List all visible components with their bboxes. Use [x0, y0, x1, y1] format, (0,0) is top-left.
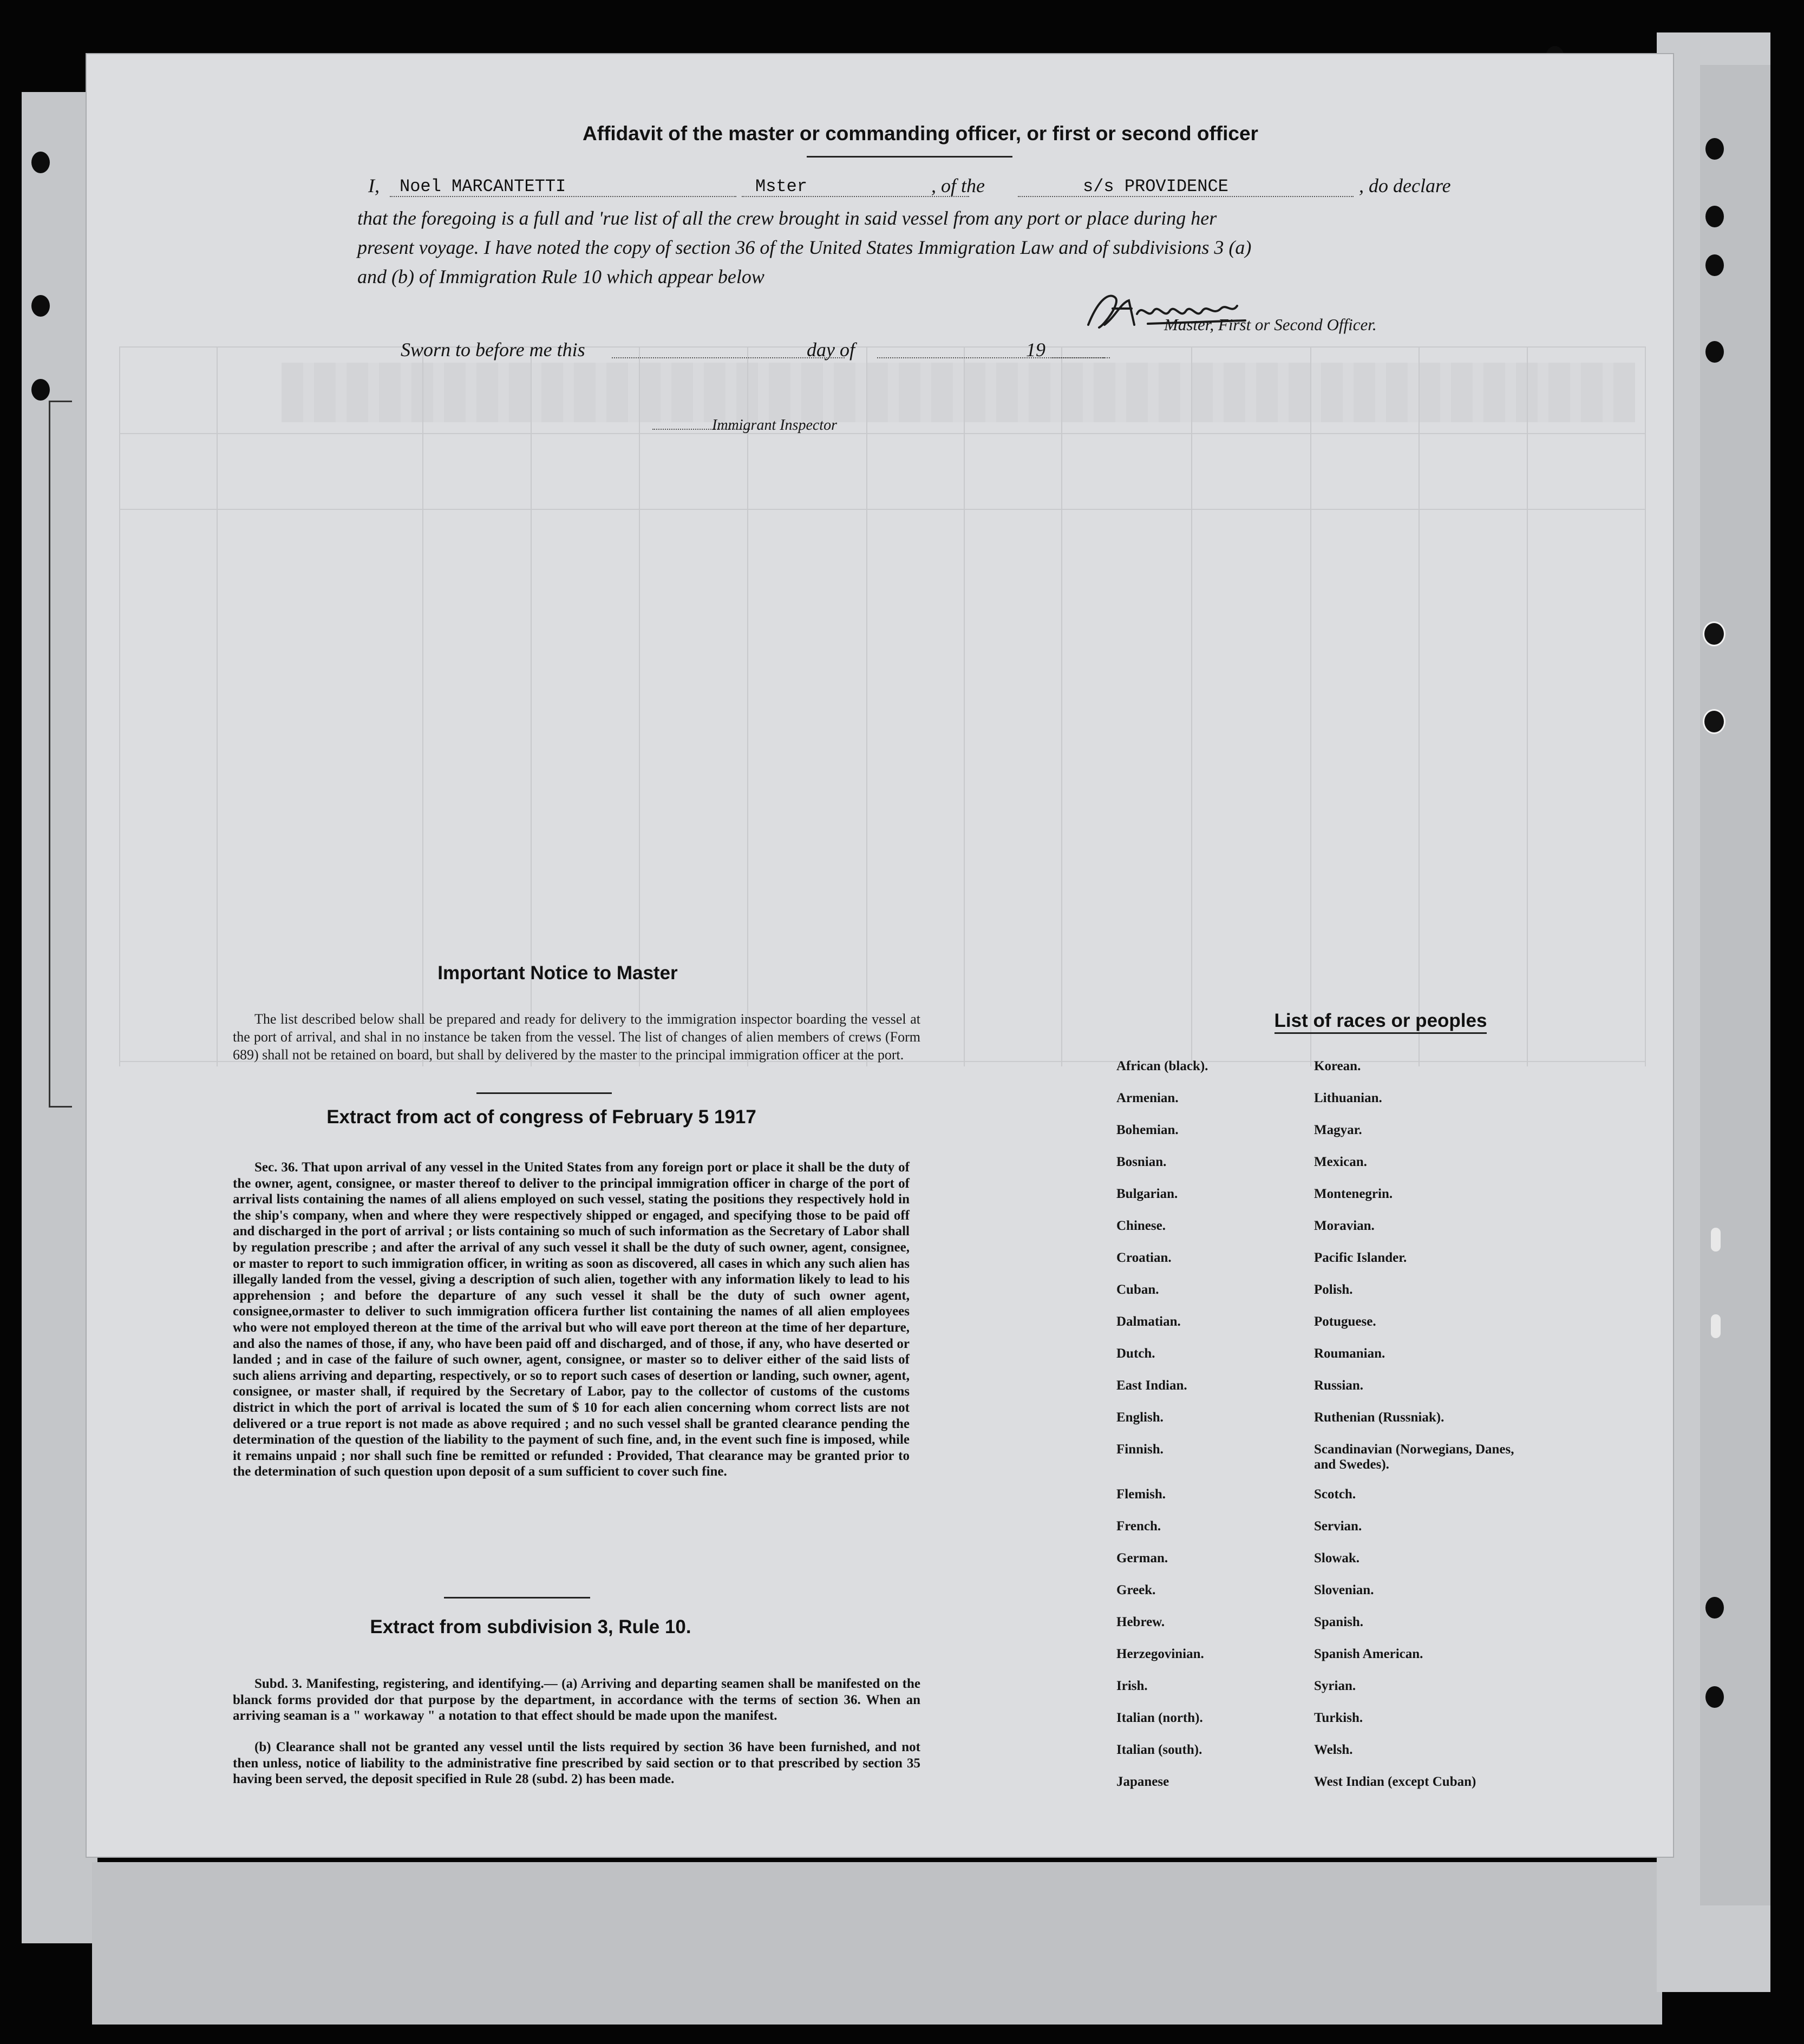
- col2-item: Magyar.: [1314, 1123, 1362, 1137]
- back-page-bottom: [92, 1862, 1662, 2025]
- inspector-caption: Immigrant Inspector: [712, 417, 837, 434]
- col2-item: Scandinavian (Norwegians, Danes, and Swedes).: [1314, 1442, 1514, 1472]
- act-title: Extract from act of congress of February 5 1917: [326, 1106, 756, 1128]
- col2-item: West Indian (except Cuban): [1314, 1774, 1476, 1789]
- col2-item: Slovenian.: [1314, 1583, 1374, 1597]
- master-name-field: Noel MARCANTETTI: [400, 176, 566, 196]
- col1-item: Flemish.: [1116, 1487, 1166, 1502]
- col1-item: Croatian.: [1116, 1250, 1172, 1265]
- binder-ring-icon: [1703, 621, 1725, 646]
- binder-hole-icon: [1705, 341, 1724, 363]
- col2-item: Montenegrin.: [1314, 1187, 1393, 1201]
- col1-item: Bohemian.: [1116, 1123, 1179, 1137]
- col1-item: Italian (north).: [1116, 1711, 1203, 1725]
- day-of-label: day of: [807, 339, 855, 361]
- col1-item: English.: [1116, 1410, 1164, 1425]
- col2-item: Moravian.: [1314, 1218, 1375, 1233]
- binder-hole-icon: [31, 152, 50, 173]
- rule-title: Extract from subdivision 3, Rule 10.: [370, 1616, 691, 1637]
- col2-item: Slowak.: [1314, 1551, 1360, 1565]
- rule-subd-b-text: (b) Clearance shall not be granted any vessel until the lists required by section 36 have been furnished, and not then unless, notice of liability to the administrative fine prescribed by said section or to that prescribed by section 35 having been served, the deposit specified in Rule 28 (subd. 2) has been made.: [233, 1740, 920, 1787]
- document-page: [87, 54, 1673, 1857]
- col1-item: Irish.: [1116, 1679, 1148, 1693]
- section-rule: [444, 1597, 590, 1598]
- col1-item: Dalmatian.: [1116, 1314, 1181, 1329]
- binder-hole-icon: [1705, 206, 1724, 227]
- col1-item: Bulgarian.: [1116, 1187, 1178, 1201]
- bleed-through-header: [282, 363, 1635, 422]
- col2-item: Turkish.: [1314, 1711, 1363, 1725]
- affidavit-line-2: that the foregoing is a full and 'rue list of all the crew brought in said vessel from any port or place during her: [357, 207, 1217, 229]
- left-margin-bracket: [49, 401, 72, 1108]
- col2-item: Syrian.: [1314, 1679, 1356, 1693]
- declare-label: , do declare: [1359, 175, 1451, 196]
- col1-item: Japanese: [1116, 1774, 1169, 1789]
- col2-item: Servian.: [1314, 1519, 1362, 1534]
- col1-item: Bosnian.: [1116, 1155, 1167, 1169]
- affidavit-i-label: I,: [368, 175, 380, 196]
- vessel-field: s/s PROVIDENCE: [1083, 176, 1228, 196]
- col1-item: Herzegovinian.: [1116, 1647, 1204, 1661]
- rule-subd-a-text: Subd. 3. Manifesting, registering, and identifying.— (a) Arriving and departing seamen shall be manifested on the blanck forms provided dor that purpose by the department, in accordance with the terms of section 36. When an arriving seaman is a " workaway " a notation to that effect should be made upon the manifest.: [233, 1676, 920, 1724]
- col2-item: Potuguese.: [1314, 1314, 1376, 1329]
- col2-item: Mexican.: [1314, 1155, 1367, 1169]
- col2-item: Welsh.: [1314, 1742, 1353, 1757]
- section-rule: [476, 1092, 612, 1094]
- col1-item: Armenian.: [1116, 1091, 1179, 1105]
- vessel-line: [1018, 196, 1354, 197]
- col2-item: Scotch.: [1314, 1487, 1356, 1502]
- act-section-36-text: Sec. 36. That upon arrival of any vessel in the United States from any foreign port or place it shall be the duty of the owner, agent, consignee, or master thereof to deliver to the principal immigration officer in charge of the port of arrival lists containing the names of all aliens employed on such vessel, stating the positions they respectively hold in the ship's company, when and where they were respectively shipped or engaged, and specifying those to be paid off and discharged in the port of arrival ; or lists containing so much of such information as the Secretary of Labor shall by regulation prescribe ; and after the arrival of any such vessel it shall be the duty of such owner, agent, consignee, or master to report to such immigration officer, in writing as soon as discovered, all cases in which any such alien has illegally landed from the vessel, giving a description of such alien, together with any information likely to lead to his apprehension ; and before the departure of any such vessel it shall be the duty of such owner agent, consignee,ormaster to deliver to such immigration officera further list containing the names of all alien employees who were not employed thereon at the time of the arrival but who will eave port thereon at the time of her departure, and also the names of those, if any, who have been paid off and discharged, and of those, if any, who have deserted or landed ; and in case of the failure of such owner, agent, consignee, or master so to deliver either of the said lists of such aliens arriving and departing, respectively, or so to report such cases of desertion or landing, such owner, agent, consignee, or master shall, if required by the Secretary of Labor, pay to the collector of customs of the customs district in which the port of arrival is located the sum of $ 10 for each alien concerning whom correct lists are not delivered or a true report is not made as above required ; and no such vessel shall be granted clearance pending the determination of the question of the liability to the payment of such fine, and, in the event such fine is imposed, while it remains unpaid ; nor shall such fine be remitted or refunded : Provided, That clearance may be granted prior to the determination of such question upon deposit of a sum sufficient to cover such fine.: [233, 1160, 910, 1479]
- col2-item: Roumanian.: [1314, 1346, 1385, 1361]
- binder-pin-icon: [1711, 1314, 1721, 1338]
- binder-hole-icon: [1705, 254, 1724, 276]
- col2-item: Russian.: [1314, 1378, 1364, 1393]
- col1-item: French.: [1116, 1519, 1161, 1534]
- col1-item: Chinese.: [1116, 1218, 1166, 1233]
- col2-item: Pacific Islander.: [1314, 1250, 1407, 1265]
- signature-caption: Master, First or Second Officer.: [1164, 315, 1377, 334]
- affidavit-line-4: and (b) of Immigration Rule 10 which appear below: [357, 266, 764, 287]
- col1-item: Cuban.: [1116, 1282, 1159, 1297]
- affidavit-line-3: present voyage. I have noted the copy of section 36 of the United States Immigration Law and of subdivisions 3 (a): [357, 237, 1252, 258]
- col2-item: Ruthenian (Russniak).: [1314, 1410, 1444, 1425]
- year-prefix: 19: [1026, 339, 1045, 361]
- binder-ring-icon: [1703, 709, 1725, 734]
- races-title: List of races or peoples: [1191, 1010, 1570, 1032]
- sworn-label: Sworn to before me this: [401, 339, 585, 361]
- rank-field: Mster: [755, 176, 808, 196]
- binder-hole-icon: [1705, 1597, 1724, 1619]
- col1-item: Dutch.: [1116, 1346, 1155, 1361]
- binder-hole-icon: [31, 379, 50, 401]
- of-the-label: , of the: [931, 175, 985, 196]
- year-line: [1050, 357, 1104, 358]
- affidavit-title: Affidavit of the master or commanding officer, or first or second officer: [583, 122, 1258, 145]
- binder-hole-icon: [1705, 1686, 1724, 1708]
- notice-text: The list described below shall be prepared and ready for delivery to the immigration inspector boarding the vessel at the port of arrival, and shal in no instance be taken from the vessel. The list of changes of alien members of crews (Form 689) shall not be retained on board, but shall by delivered by the master to the principal immigration officer at the port.: [233, 1011, 920, 1063]
- col2-item: Spanish.: [1314, 1615, 1364, 1629]
- binder-pin-icon: [1711, 1228, 1721, 1252]
- col2-item: Polish.: [1314, 1282, 1353, 1297]
- binder-hole-icon: [1705, 138, 1724, 160]
- col2-item: Spanish American.: [1314, 1647, 1423, 1661]
- col1-item: Greek.: [1116, 1583, 1156, 1597]
- binder-hole-icon: [31, 295, 50, 317]
- col1-item: Hebrew.: [1116, 1615, 1165, 1629]
- col1-item: East Indian.: [1116, 1378, 1187, 1393]
- col2-item: Korean.: [1314, 1059, 1361, 1073]
- master-name-line: [390, 196, 736, 197]
- notice-title: Important Notice to Master: [437, 962, 678, 984]
- col1-item: German.: [1116, 1551, 1168, 1565]
- col2-item: Lithuanian.: [1314, 1091, 1382, 1105]
- col1-item: African (black).: [1116, 1059, 1208, 1073]
- affidavit-title-rule: [807, 156, 1012, 158]
- bleed-through-table: [119, 346, 1646, 1066]
- col1-item: Italian (south).: [1116, 1742, 1202, 1757]
- col1-item: Finnish.: [1116, 1442, 1164, 1457]
- back-page-right-inner: [1700, 65, 1770, 1905]
